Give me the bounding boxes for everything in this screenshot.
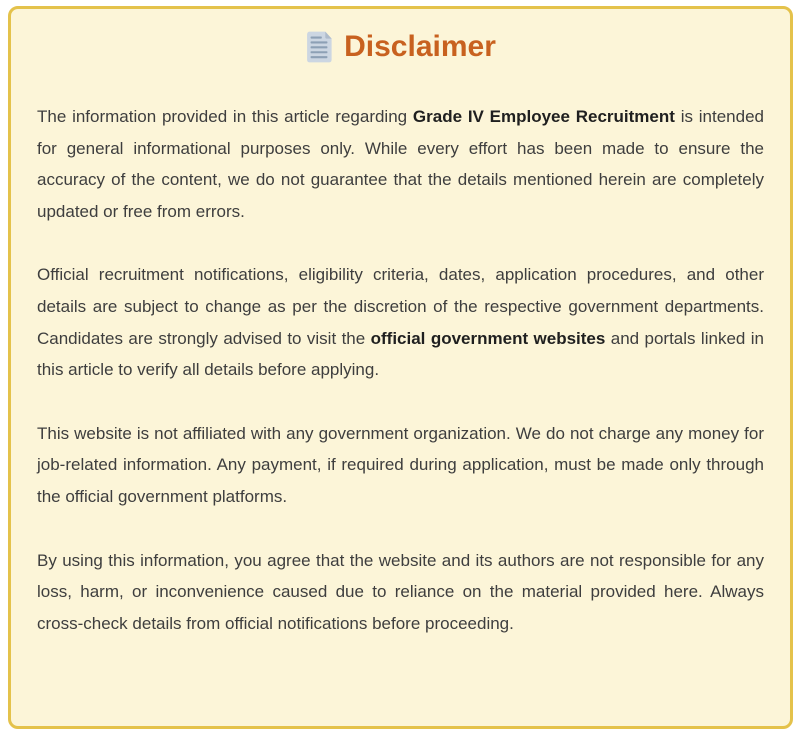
disclaimer-title — [37, 29, 764, 65]
body-text: By using this information, you agree that the website and its authors are not responsible for any loss, harm, or inconvenience caused due to reliance on the material provided here. Always cross-check details from official notifications before proceeding. — [37, 550, 764, 633]
body-text: This website is not affiliated with any government organization. We do not charge any money for job-related information. Any payment, if required during application, must be made only through the official government platforms. — [37, 423, 764, 506]
body-text: is intended for general informational purposes only. While every effort has been made to ensure the accuracy of the content, we do not guarantee that the details mentioned herein are completely updated or free from errors. — [37, 107, 764, 221]
document-icon — [305, 30, 333, 64]
disclaimer-paragraph — [37, 418, 764, 513]
disclaimer-title-text: Disclaimer — [344, 30, 496, 63]
disclaimer-paragraph — [37, 259, 764, 385]
disclaimer-paragraph — [37, 101, 764, 227]
bold-text: official government websites — [370, 328, 606, 348]
disclaimer-body — [37, 101, 764, 639]
body-text: and portals linked in this article to verify all details before applying. — [37, 328, 764, 380]
disclaimer-paragraph — [37, 545, 764, 640]
disclaimer-panel — [8, 6, 793, 729]
bold-text: Grade IV Employee Recruitment — [412, 107, 675, 126]
body-text: The information provided in this article regarding — [37, 107, 413, 126]
body-text: Official recruitment notifications, eligibility criteria, dates, application procedures, and other details are subject to change as per the discretion of the respective government departments. Candidates are strongly advised to visit the — [37, 265, 764, 348]
